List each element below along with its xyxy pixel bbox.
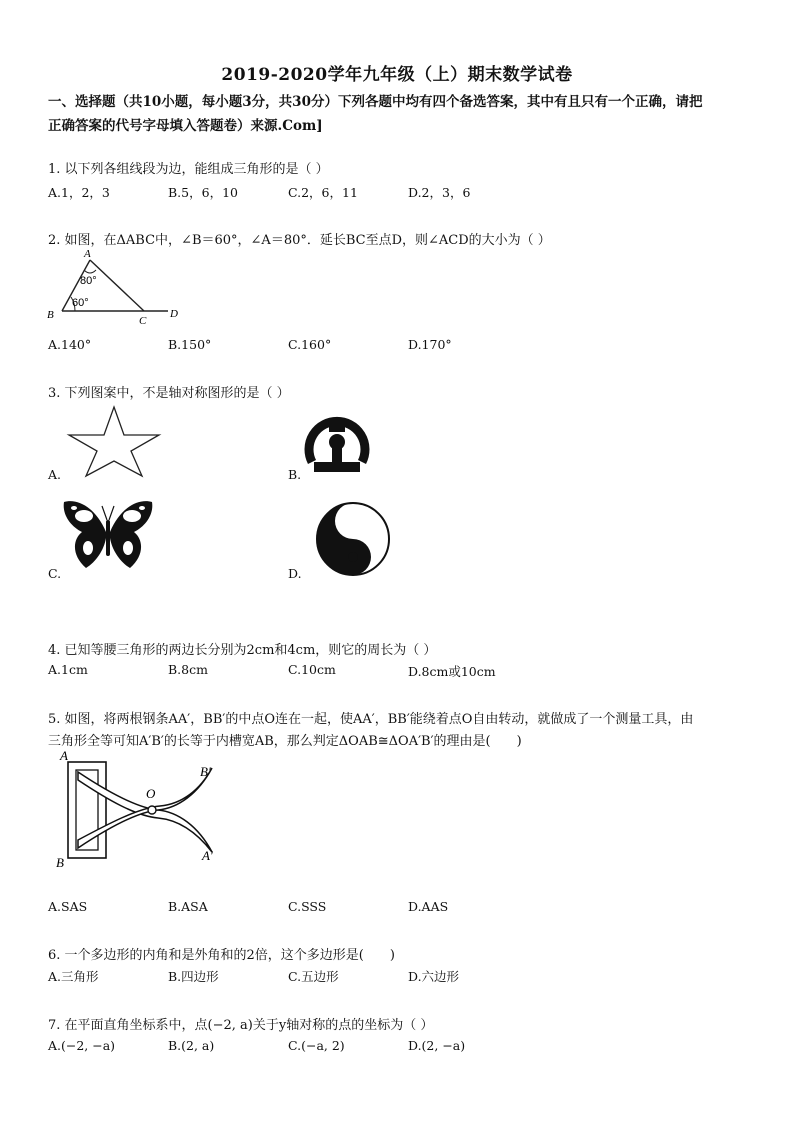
q1-option-b[interactable]: B.5，6，10 <box>168 185 238 200</box>
q1-option-a[interactable]: A.1，2，3 <box>48 185 110 200</box>
butterfly-icon <box>60 496 156 574</box>
question-1-stem: 1. 以下列各组线段为边，能组成三角形的是（ ） <box>48 162 329 177</box>
section-header-line2: 正确答案的代号字母填入答题卷）来源.Com] <box>48 118 323 134</box>
question-2-stem: 2. 如图，在ΔABC中，∠B＝60°，∠A＝80°．延长BC至点D，则∠ACD的大小为（ ） <box>48 233 551 248</box>
q4-option-c[interactable]: C.10cm <box>288 662 336 677</box>
angle-a-arc <box>84 270 96 273</box>
q5-option-a[interactable]: A.SAS <box>48 899 88 914</box>
measuring-tool-figure <box>48 748 238 870</box>
question-4-stem: 4. 已知等腰三角形的两边长分别为2cm和4cm，则它的周长为（ ） <box>48 643 437 658</box>
triangle-figure <box>44 246 194 328</box>
q7-option-b[interactable]: B.(2, a) <box>168 1038 215 1053</box>
q6-option-b[interactable]: B.四边形 <box>168 969 219 984</box>
q6-option-d[interactable]: D.六边形 <box>408 969 460 984</box>
q6-option-c[interactable]: C.五边形 <box>288 969 339 984</box>
vertex-b-label: B <box>47 309 54 321</box>
q4-option-d[interactable]: D.8cm或10cm <box>408 664 496 679</box>
section-header-line1: 一、选择题（共10小题，每小题3分，共30分）下列各题中均有四个备选答案，其中有且只有一个正确，请把 <box>48 94 703 110</box>
question-7-stem: 7. 在平面直角坐标系中，点(−2, a)关于y轴对称的点的坐标为（ ） <box>48 1018 434 1033</box>
point-o-label: O <box>146 786 156 801</box>
q7-option-a[interactable]: A.(−2, −a) <box>48 1038 116 1053</box>
q6-option-a[interactable]: A.三角形 <box>48 969 99 984</box>
side-ac <box>90 260 144 311</box>
q3-option-a[interactable]: A. <box>48 467 62 482</box>
question-5-stem-line2: 三角形全等可知A′B′的长等于内槽宽AB，那么判定ΔOAB≅ΔOA′B′的理由是( ) <box>48 734 522 749</box>
q4-option-a[interactable]: A.1cm <box>48 662 88 677</box>
q2-option-c[interactable]: C.160° <box>288 337 332 352</box>
vertex-c-label: C <box>139 315 147 327</box>
q7-option-d[interactable]: D.(2, −a) <box>408 1038 466 1053</box>
vertex-a-label: A <box>84 248 91 260</box>
q5-option-d[interactable]: D.AAS <box>408 899 449 914</box>
question-5-stem-line1: 5. 如图，将两根钢条AA′，BB′的中点O连在一起，使AA′，BB′能绕着点O自由转动，就做成了一个测量工具，由 <box>48 712 694 727</box>
angle-a-label: 80° <box>80 275 97 287</box>
q3-option-b[interactable]: B. <box>288 467 302 482</box>
page-title: 2019-2020学年九年级（上）期末数学试卷 <box>221 65 573 85</box>
star-icon <box>64 404 164 478</box>
point-a-label: A <box>60 748 68 763</box>
q2-option-d[interactable]: D.170° <box>408 337 452 352</box>
q3-option-c[interactable]: C. <box>48 566 62 581</box>
q4-option-b[interactable]: B.8cm <box>168 662 208 677</box>
question-3-stem: 3. 下列图案中，不是轴对称图形的是（ ） <box>48 386 290 401</box>
q5-option-b[interactable]: B.ASA <box>168 899 208 914</box>
point-b-prime-label: B′ <box>200 764 211 779</box>
question-6-stem: 6. 一个多边形的内角和是外角和的2倍，这个多边形是( ) <box>48 948 395 963</box>
pivot-point-o <box>148 806 156 814</box>
point-b-label: B <box>56 855 64 870</box>
q5-option-c[interactable]: C.SSS <box>288 899 327 914</box>
point-d-label: D <box>170 308 178 320</box>
q3-option-d[interactable]: D. <box>288 566 302 581</box>
q2-option-a[interactable]: A.140° <box>48 337 92 352</box>
q1-option-d[interactable]: D.2，3，6 <box>408 185 471 200</box>
q2-option-b[interactable]: B.150° <box>168 337 212 352</box>
point-a-prime-label: A′ <box>202 848 213 863</box>
section-header <box>48 90 748 138</box>
angle-b-label: 60° <box>72 297 89 309</box>
railway-logo-icon <box>302 408 372 476</box>
yin-yang-icon <box>308 500 398 578</box>
q1-option-c[interactable]: C.2，6，11 <box>288 185 358 200</box>
q7-option-c[interactable]: C.(−a, 2) <box>288 1038 345 1053</box>
